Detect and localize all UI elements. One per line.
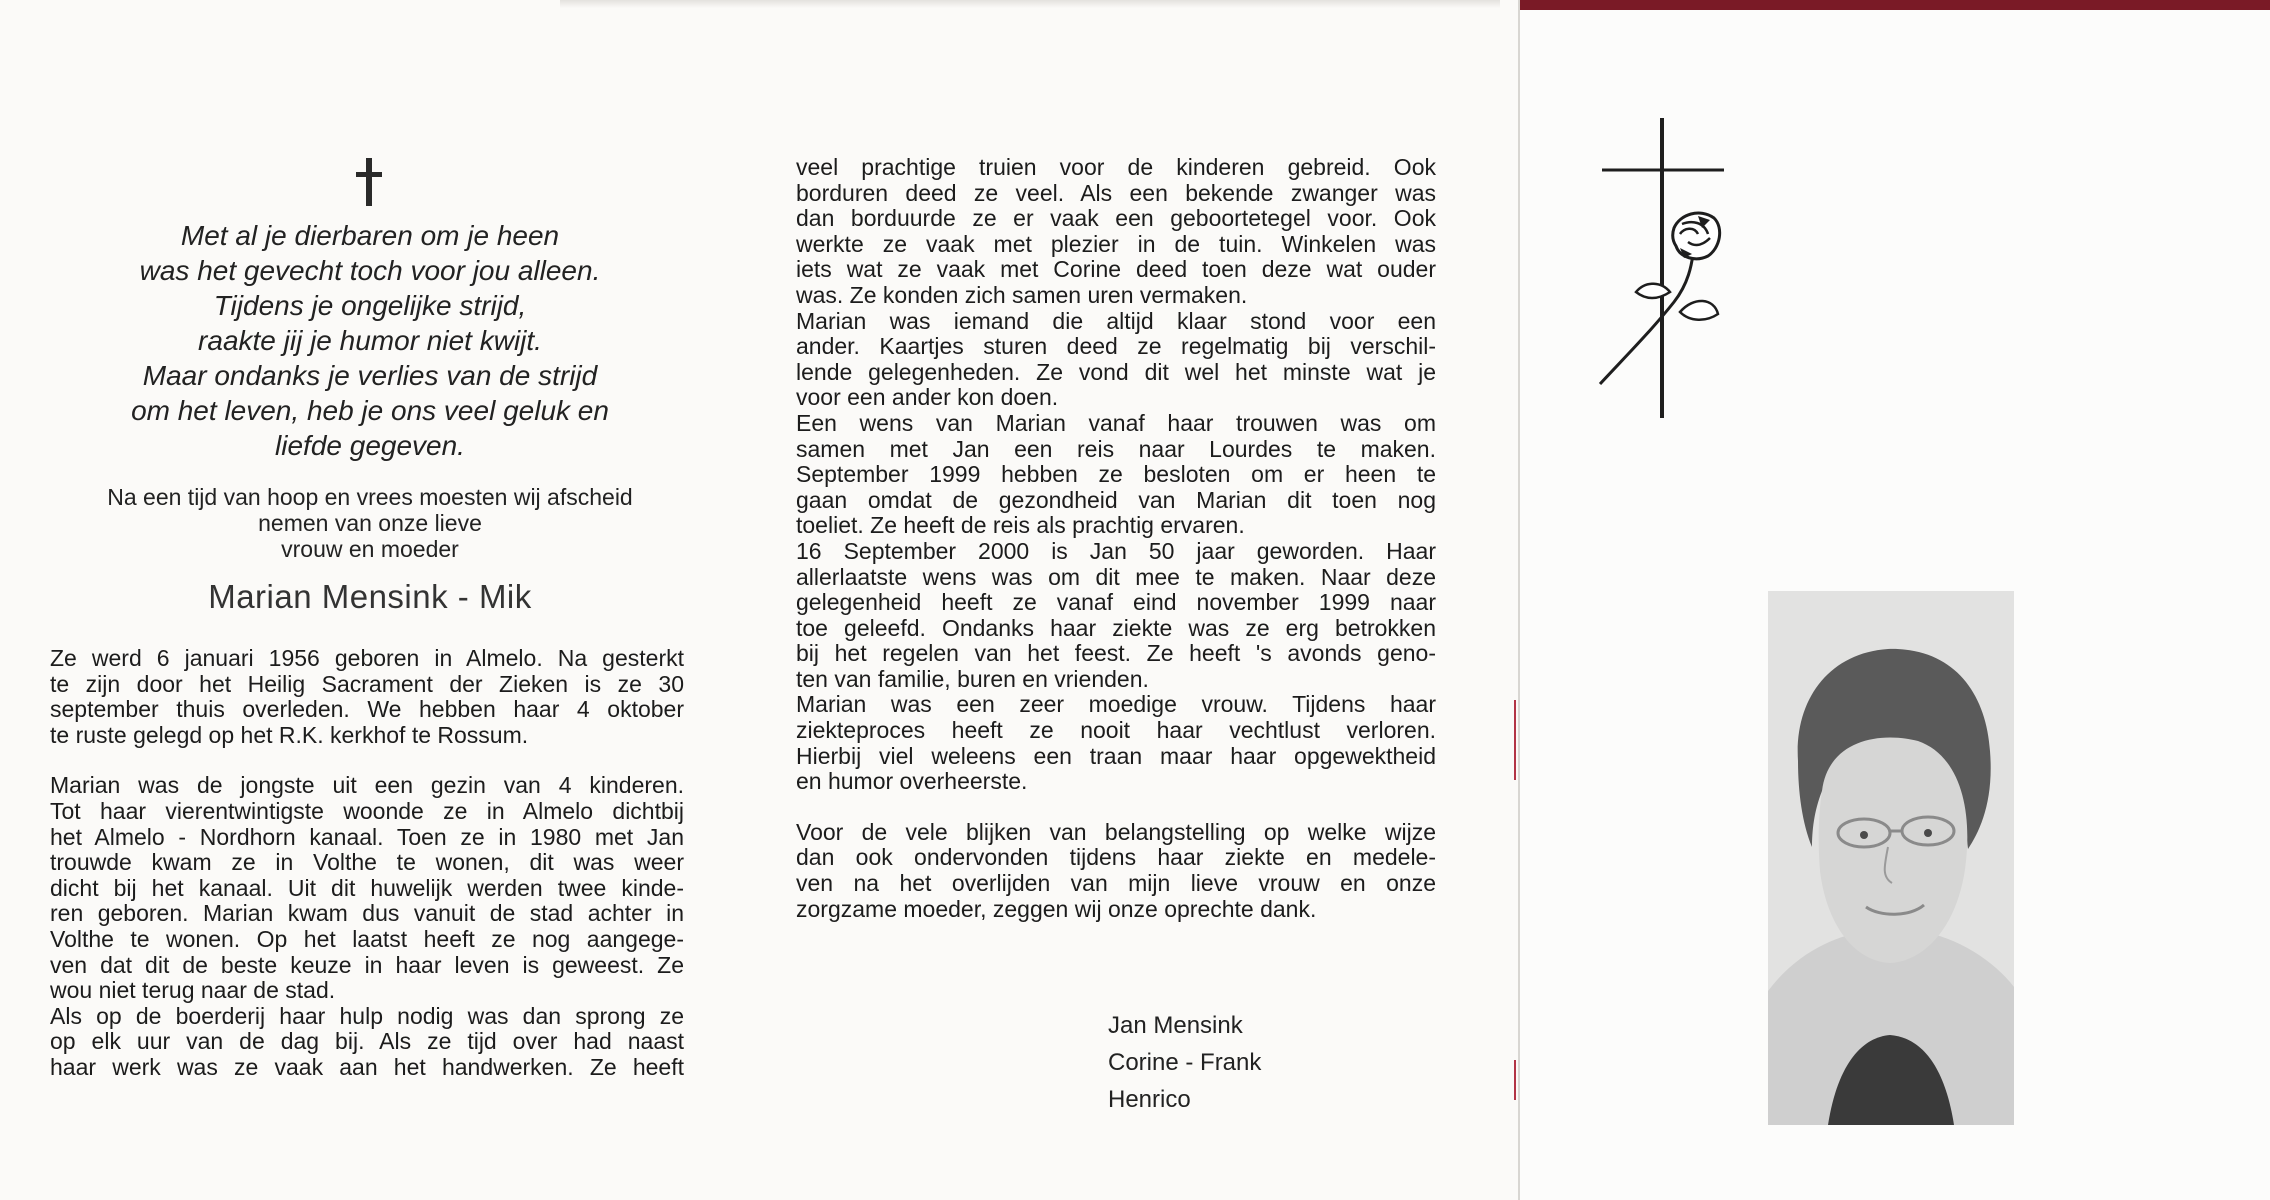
- red-edge-mark: [1514, 1060, 1516, 1100]
- text-line: lende gelegenheden. Ze vond dit wel het minste wat je: [796, 358, 1436, 385]
- text-line: September 1999 hebben ze besloten om er heen te: [796, 461, 1436, 488]
- text-line: september thuis overleden. We hebben haar 4 oktober: [50, 696, 684, 723]
- text-line: gelegenheid heeft ze vanaf eind november 1999 naar: [796, 589, 1436, 616]
- biography-column-2: [796, 155, 1436, 922]
- signoff-name: Henrico: [1108, 1086, 1191, 1113]
- text-line: Tot haar vierentwintigste woonde ze in Almelo dichtbij: [50, 797, 684, 824]
- text-line: ten van familie, buren en vrienden.: [796, 665, 1149, 692]
- text-line: Voor de vele blijken van belangstelling op welke wijze: [796, 818, 1436, 845]
- intro-line: nemen van onze lieve: [258, 510, 482, 536]
- red-edge-mark: [1514, 700, 1516, 780]
- text-line: ven na het overlijden van mijn lieve vrouw en onze: [796, 870, 1436, 897]
- text-line: te zijn door het Heilig Sacrament der Zieken is ze 30: [50, 670, 684, 697]
- poem: [60, 218, 680, 463]
- text-line: ziekteproces heeft ze nooit haar vechtlust verloren.: [796, 717, 1436, 744]
- paragraph-gap: [50, 748, 684, 773]
- text-line: Marian was de jongste uit een gezin van 4 kinderen.: [50, 772, 684, 799]
- text-line: ven dat dit de beste keuze in haar leven is geweest. Ze: [50, 951, 684, 978]
- text-line: dan borduurde ze er vaak een geboortetegel voor. Ook: [796, 205, 1436, 232]
- text-line: ander. Kaartjes sturen deed ze regelmatig bij verschil-: [796, 333, 1436, 360]
- text-line: trouwde kwam ze in Volthe te wonen, dit was weer: [50, 849, 684, 876]
- text-line: toe geleefd. Ondanks haar ziekte was ze erg betrokken: [796, 614, 1436, 641]
- paragraph-gap: [796, 795, 1436, 820]
- text-line: wou niet terug naar de stad.: [50, 977, 336, 1004]
- poem-line: was het gevecht toch voor jou alleen.: [139, 255, 601, 286]
- text-line: dan ook ondervonden tijdens haar ziekte en medele-: [796, 844, 1436, 871]
- intro-line: Na een tijd van hoop en vrees moesten wij afscheid: [107, 484, 633, 510]
- portrait-photo: [1768, 591, 2014, 1125]
- text-line: zorgzame moeder, zeggen wij onze oprechte dank.: [796, 895, 1317, 922]
- poem-line: Maar ondanks je verlies van de strijd: [142, 360, 598, 391]
- cross-with-rose-icon: [1596, 116, 1746, 426]
- signoff-name: Corine - Frank: [1108, 1049, 1262, 1076]
- poem-line: raakte jij je humor niet kwijt.: [198, 325, 542, 356]
- card-fold-line: [1518, 0, 1520, 1200]
- signoff-name: Jan Mensink: [1108, 1012, 1243, 1039]
- text-line: Marian was een zeer moedige vrouw. Tijdens haar: [796, 691, 1436, 718]
- text-line: veel prachtige truien voor de kinderen gebreid. Ook: [796, 154, 1436, 180]
- text-line: en humor overheerste.: [796, 768, 1028, 795]
- text-line: samen met Jan een reis naar Lourdes te maken.: [796, 435, 1436, 462]
- text-line: het Almelo - Nordhorn kanaal. Toen ze in 1980 met Jan: [50, 823, 684, 850]
- intro-text: [50, 484, 690, 562]
- text-line: was. Ze konden zich samen uren vermaken.: [796, 281, 1248, 308]
- text-line: dicht bij het kanaal. Uit dit huwelijk werden twee kinde-: [50, 874, 684, 901]
- text-line: haar werk was ze vaak aan het handwerken. Ze heeft: [50, 1053, 684, 1080]
- poem-line: Met al je dierbaren om je heen: [180, 220, 560, 251]
- poem-line: liefde gegeven.: [275, 430, 465, 461]
- text-line: Ze werd 6 januari 1956 geboren in Almelo. Na gesterkt: [50, 645, 684, 671]
- text-line: toeliet. Ze heeft de reis als prachtig ervaren.: [796, 512, 1245, 539]
- text-line: werkte ze vaak met plezier in de tuin. Winkelen was: [796, 230, 1436, 257]
- text-line: Een wens van Marian vanaf haar trouwen was om: [796, 409, 1436, 436]
- top-edge-shadow: [560, 0, 1500, 8]
- intro-line: vrouw en moeder: [281, 536, 459, 562]
- text-line: Marian was iemand die altijd klaar stond voor een: [796, 307, 1436, 334]
- text-line: bij het regelen van het feest. Ze heeft 's avonds geno-: [796, 640, 1436, 667]
- text-line: iets wat ze vaak met Corine deed toen deze wat ouder: [796, 256, 1436, 283]
- text-line: borduren deed ze veel. Als een bekende zwanger was: [796, 179, 1436, 206]
- poem-line: Tijdens je ongelijke strijd,: [213, 290, 527, 321]
- text-line: Hierbij viel weleens een traan maar haar opgewektheid: [796, 742, 1436, 769]
- text-line: Volthe te wonen. Op het laatst heeft ze nog aangege-: [50, 925, 684, 952]
- text-line: ren geboren. Marian kwam dus vanuit de stad achter in: [50, 900, 684, 927]
- text-line: gaan omdat de gezondheid van Marian dit toen nog: [796, 486, 1436, 513]
- text-line: Als op de boerderij haar hulp nodig was dan sprong ze: [50, 1002, 684, 1029]
- signoff: [1108, 1007, 1261, 1118]
- text-line: 16 September 2000 is Jan 50 jaar geworden. Haar: [796, 537, 1436, 564]
- red-top-border: [1520, 0, 2270, 10]
- text-line: voor een ander kon doen.: [796, 384, 1059, 411]
- poem-line: om het leven, heb je ons veel geluk en: [131, 395, 609, 426]
- latin-cross-icon: [356, 158, 382, 206]
- text-line: te ruste gelegd op het R.K. kerkhof te Rossum.: [50, 721, 529, 748]
- text-line: op elk uur van de dag bij. Als ze tijd over had naast: [50, 1028, 684, 1055]
- biography-column-1: [50, 646, 684, 1081]
- deceased-name: Marian Mensink - Mik: [208, 578, 532, 615]
- text-line: allerlaatste wens was om dit mee te maken. Naar deze: [796, 563, 1436, 590]
